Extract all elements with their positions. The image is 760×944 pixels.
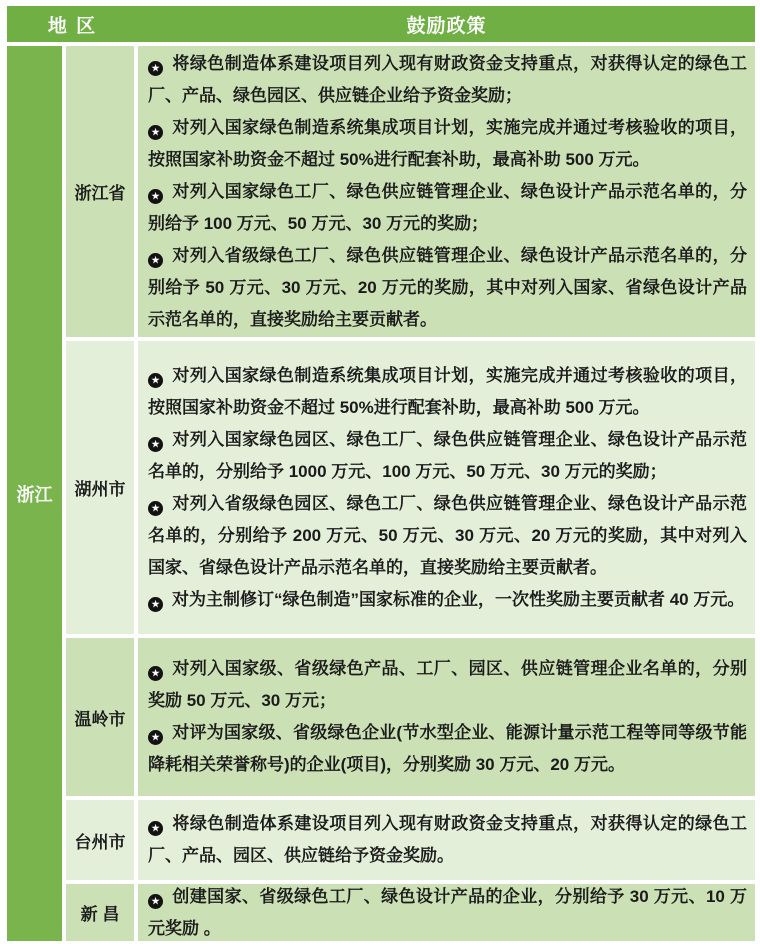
- header-region: 地 区: [47, 15, 98, 37]
- star-bullet-icon: [148, 253, 163, 268]
- policy-text: 对列入国家绿色园区、绿色工厂、绿色供应链管理企业、绿色设计产品示范名单的，分别给予 1000 万元、100 万元、50 万元、30 万元的奖励；: [148, 429, 747, 481]
- policy-text: 对列入省级绿色园区、绿色工厂、绿色供应链管理企业、绿色设计产品示范名单的，分别给予 200 万元、50 万元、30 万元、20 万元的奖励，其中对列入国家、省绿色设计产品示范名单的，直接奖励给主要贡献者。: [148, 493, 747, 577]
- star-bullet-icon: [148, 125, 163, 140]
- policy-item: [148, 584, 747, 616]
- star-bullet-icon: [148, 597, 163, 612]
- star-bullet-icon: [148, 61, 163, 76]
- policy-text: 将绿色制造体系建设项目列入现有财政资金支持重点，对获得认定的绿色工厂、产品、园区、供应链给予资金奖励。: [148, 814, 747, 865]
- region-cell-taizhou: 台州市: [66, 800, 134, 880]
- policy-text: 对评为国家级、省级绿色企业(节水型企业、能源计量示范工程等同等级节能降耗相关荣誉称号)的企业(项目)，分别奖励 30 万元、20 万元。: [148, 723, 747, 774]
- province-cell: 浙江: [7, 46, 62, 941]
- policy-text: 对列入国家级、省级绿色产品、工厂、园区、供应链管理企业名单的，分别奖励 50 万元、30 万元；: [148, 659, 747, 710]
- policy-cell-taizhou: [138, 800, 755, 880]
- policy-text: 将绿色制造体系建设项目列入现有财政资金支持重点，对获得认定的绿色工厂、产品、绿色园区、供应链企业给予资金奖励；: [148, 53, 747, 105]
- region-cell-zhejiang-province: 浙江省: [66, 46, 134, 337]
- policy-item: [148, 424, 747, 488]
- star-bullet-icon: [148, 501, 163, 516]
- policy-text: 对为主制修订“绿色制造”国家标准的企业，一次性奖励主要贡献者 40 万元。: [172, 589, 745, 609]
- region-cell-xinchang: 新 昌: [66, 884, 134, 941]
- incentive-policy-table: [7, 6, 755, 941]
- star-bullet-icon: [148, 189, 163, 204]
- policy-cell-zhejiang-province: [138, 46, 755, 337]
- policy-text: 对列入国家绿色制造系统集成项目计划，实施完成并通过考核验收的项目，按照国家补助资金不超过 50%进行配套补助，最高补助 500 万元。: [148, 365, 747, 417]
- region-cell-wenling: 温岭市: [66, 638, 134, 796]
- policy-item: [148, 808, 747, 872]
- policy-item: [148, 48, 747, 112]
- table-header-row: [7, 6, 755, 42]
- star-bullet-icon: [148, 730, 163, 745]
- star-bullet-icon: [148, 666, 163, 681]
- policy-cell-wenling: [138, 638, 755, 796]
- policy-text: 对列入国家绿色制造系统集成项目计划，实施完成并通过考核验收的项目，按照国家补助资金不超过 50%进行配套补助，最高补助 500 万元。: [148, 117, 747, 169]
- star-bullet-icon: [148, 894, 163, 909]
- star-bullet-icon: [148, 437, 163, 452]
- policy-item: [148, 488, 747, 584]
- policy-item: [148, 176, 747, 240]
- region-cell-huzhou: 湖州市: [66, 341, 134, 634]
- policy-item: [148, 360, 747, 424]
- star-bullet-icon: [148, 373, 163, 388]
- policy-text: 对列入省级绿色工厂、绿色供应链管理企业、绿色设计产品示范名单的，分别给予 50 万元、30 万元、20 万元的奖励，其中对列入国家、省绿色设计产品示范名单的，直接奖励给主要贡献者。: [148, 245, 747, 329]
- policy-cell-xinchang: [138, 884, 755, 941]
- policy-item: [148, 112, 747, 176]
- star-bullet-icon: [148, 821, 163, 836]
- policy-item: [148, 653, 747, 717]
- policy-text: 对列入国家绿色工厂、绿色供应链管理企业、绿色设计产品示范名单的，分别给予 100 万元、50 万元、30 万元的奖励；: [148, 181, 747, 233]
- policy-cell-huzhou: [138, 341, 755, 634]
- policy-item: [148, 717, 747, 781]
- policy-item: [148, 884, 747, 941]
- policy-text: 创建国家、省级绿色工厂、绿色设计产品的企业，分别给予 30 万元、10 万元奖励 。: [148, 886, 747, 938]
- policy-item: [148, 240, 747, 336]
- header-policy: 鼓励政策: [406, 15, 487, 37]
